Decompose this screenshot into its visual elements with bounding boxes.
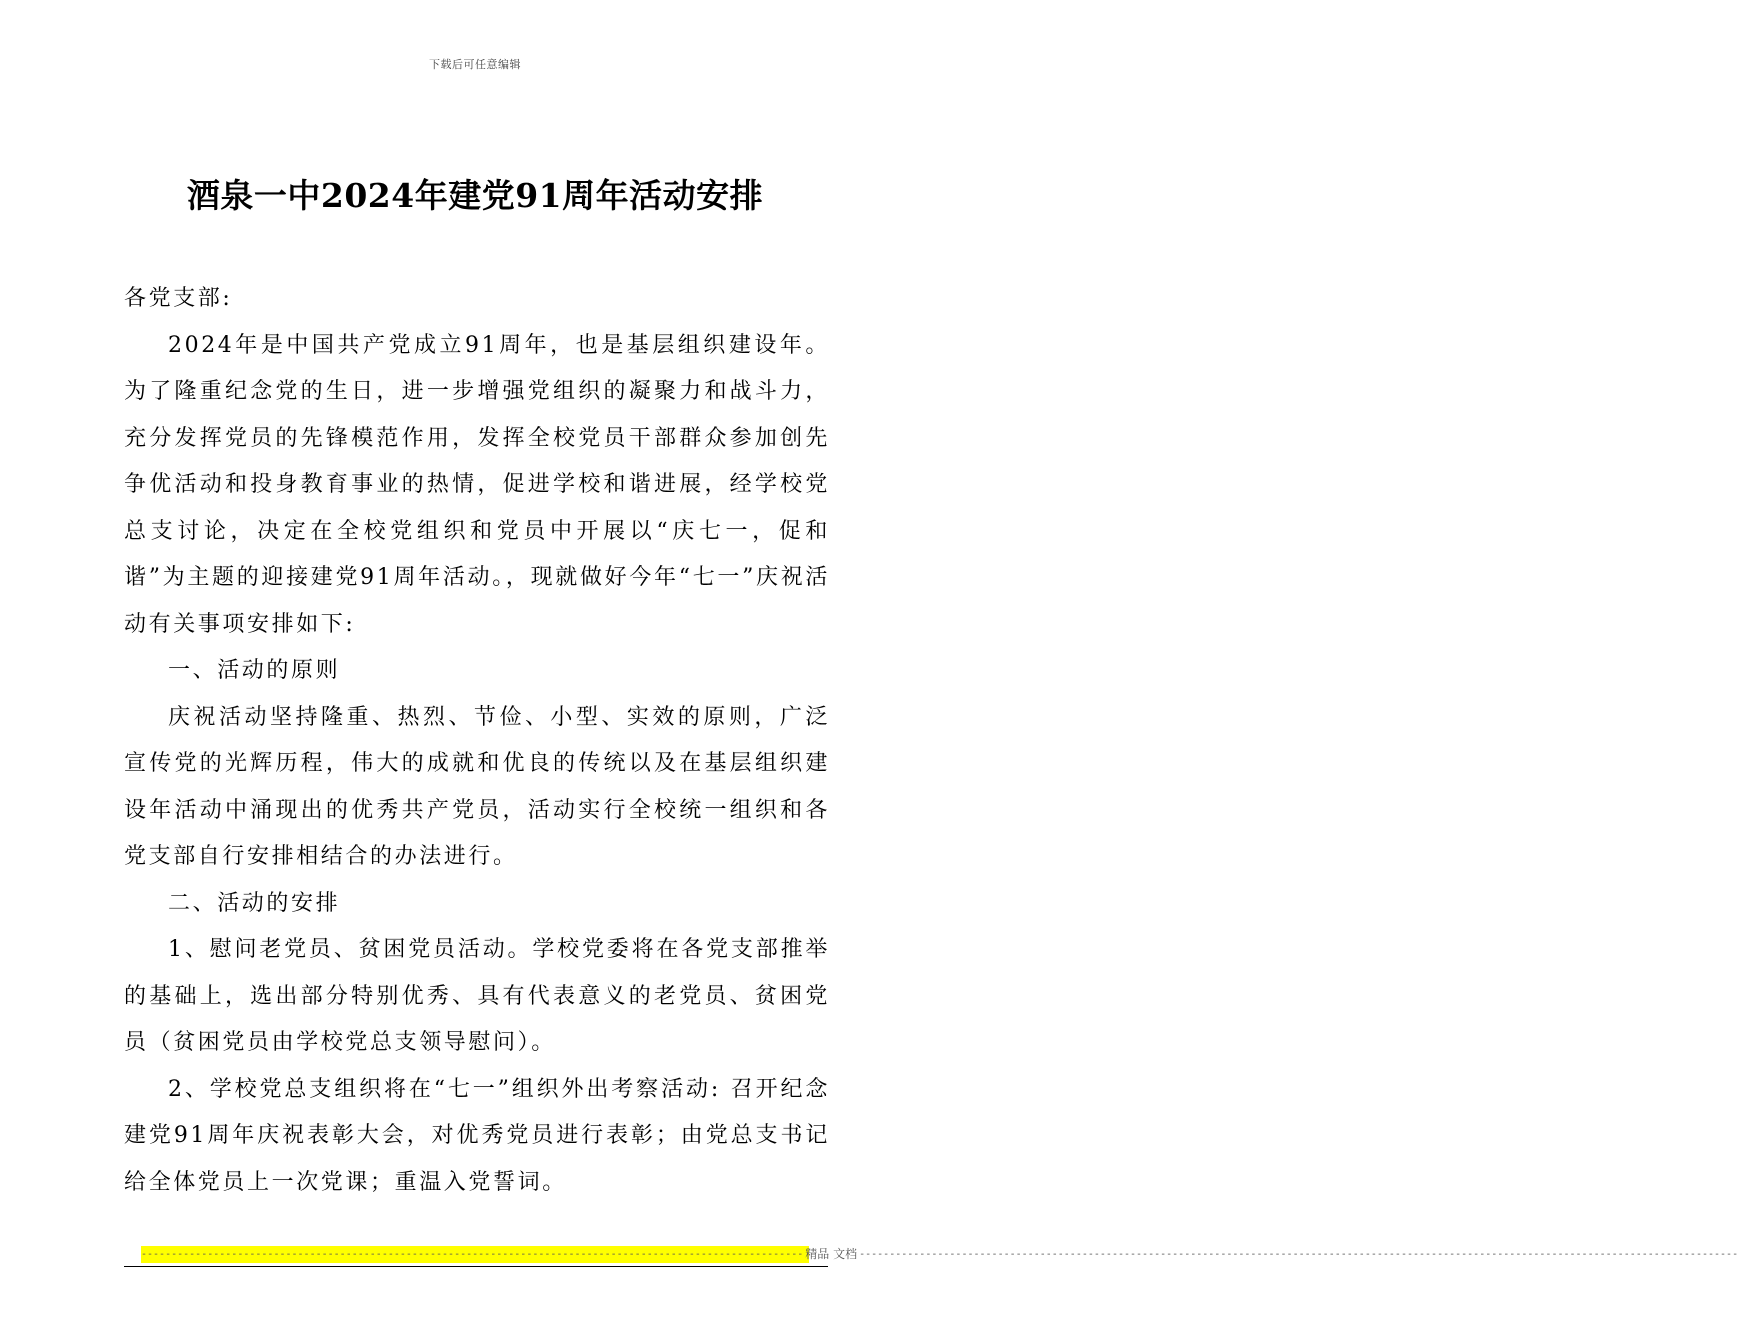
- footer-highlight-bar: [141, 1246, 1738, 1263]
- paragraph-item-1: 1、慰问老党员、贫困党员活动。学校党委将在各党支部推举的基础上，选出部分特别优秀、具有代表意义的老党员、贫困党员（贫困党员由学校党总支领导慰问）。: [124, 937, 830, 1055]
- paragraph-item-2: 2、学校党总支组织将在“七一”组织外出考察活动: 召开纪念建党91周年庆祝表彰大会，对优秀党员进行表彰；由党总支书记给全体党员上一次党课；重温入党誓词。: [124, 1076, 830, 1195]
- footer-right-dashes: --------------------------------------------------------------------------------------------------------------------------------------------------: [859, 1249, 1738, 1260]
- paragraph-intro: 2024年是中国共产党成立91周年，也是基层组织建设年。为了隆重纪念党的生日，进一步增强党组织的凝聚力和战斗力，充分发挥党员的先锋模范作用，发挥全校党员干部群众参加创先争优活动和投身教育事业的热情，促进学校和谐进展，经学校党总支讨论，决定在全校党组织和党员中开展以“庆七一，促和谐”为主题的迎接建党91周年活动。，现就做好今年“七一”庆祝活动有关事项安排如下:: [124, 332, 830, 637]
- section-heading-arrangements: 二、活动的安排: [168, 890, 341, 916]
- footer-label: 精品 文档: [805, 1247, 858, 1261]
- document-title: 酒泉一中2024年建党91周年活动安排: [186, 176, 764, 215]
- footer-left-dashes: --------------------------------------------------------------------------------------------------------------: [141, 1249, 804, 1260]
- salutation: 各党支部:: [124, 286, 233, 311]
- document-body: [124, 276, 830, 1206]
- section-heading-principles: 一、活动的原则: [168, 658, 341, 683]
- page-header-note: 下载后可任意编辑: [429, 58, 521, 71]
- footer-divider: [124, 1266, 828, 1267]
- paragraph-principles: 庆祝活动坚持隆重、热烈、节俭、小型、实效的原则，广泛宣传党的光辉历程，伟大的成就和优良的传统以及在基层组织建设年活动中涌现出的优秀共产党员，活动实行全校统一组织和各党支部自行安排相结合的办法进行。: [124, 704, 830, 869]
